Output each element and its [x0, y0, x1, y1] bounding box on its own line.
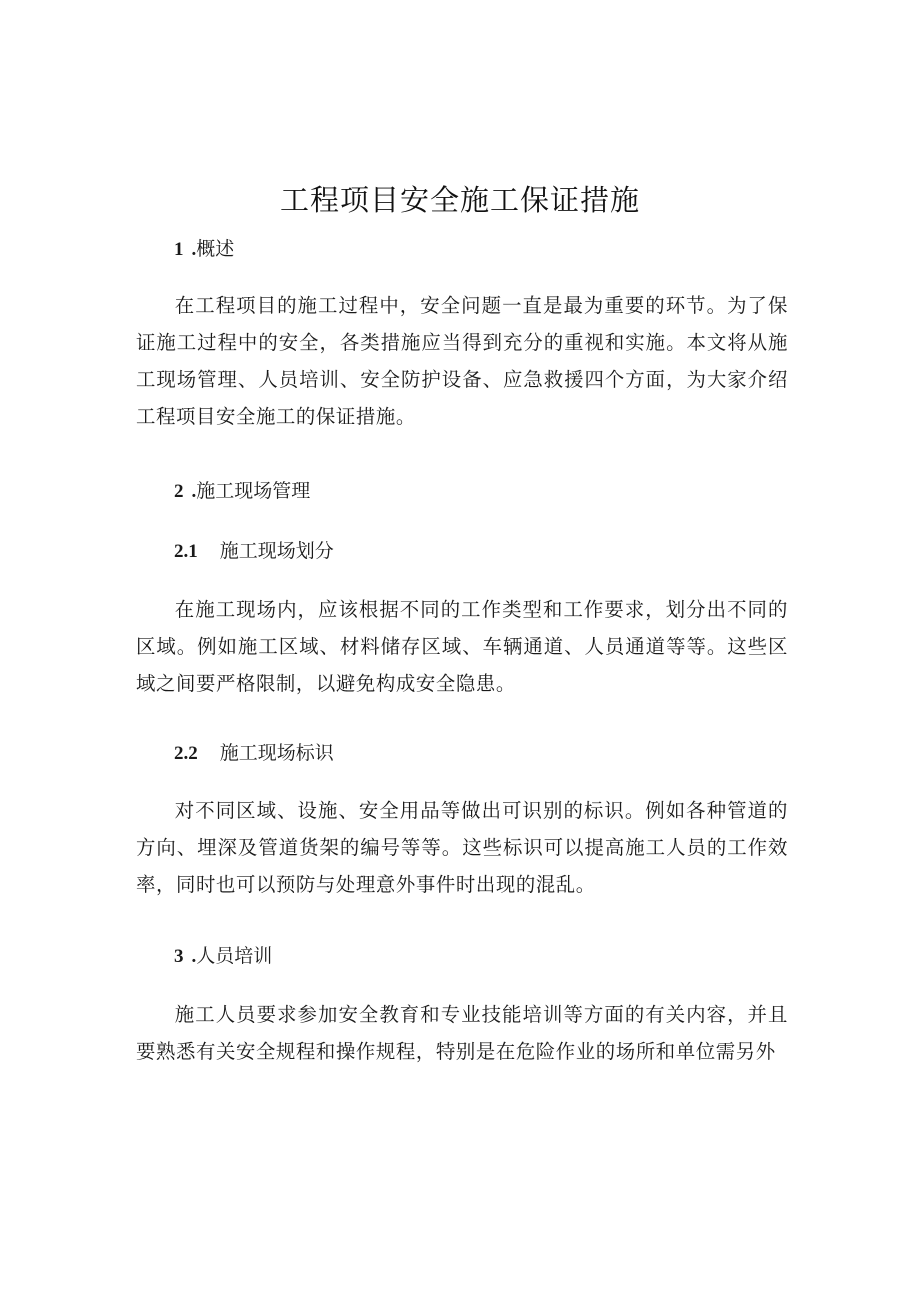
section-title: 施工现场管理 — [196, 480, 311, 502]
document-title: 工程项目安全施工保证措施 — [279, 183, 640, 217]
section-separator: . — [191, 946, 197, 967]
section-number: 3 — [174, 946, 184, 967]
section-separator: . — [191, 481, 197, 502]
paragraph-site-signage: 对不同区域、设施、安全用品等做出可识别的标识。例如各种管道的方向、埋深及管道货架的编号等等。这些标识可以提高施工人员的工作效率，同时也可以预防与处理意外事件时出现的混乱。 — [136, 799, 788, 896]
section-heading-site-division — [174, 539, 334, 564]
section-heading-training — [174, 944, 272, 969]
section-number: 2.2 — [174, 743, 198, 764]
section-separator: . — [191, 239, 197, 260]
section-title: 施工现场标识 — [219, 742, 334, 764]
section-heading-site-management — [174, 479, 310, 504]
section-number: 2 — [174, 481, 184, 502]
paragraph-overview: 在工程项目的施工过程中，安全问题一直是最为重要的环节。为了保证施工过程中的安全，各类措施应当得到充分的重视和实施。本文将从施工现场管理、人员培训、安全防护设备、应急救援四个方面，为大家介绍工程项目安全施工的保证措施。 — [136, 294, 788, 428]
section-heading-overview — [174, 237, 234, 262]
section-heading-site-signage — [174, 741, 334, 766]
paragraph-training: 施工人员要求参加安全教育和专业技能培训等方面的有关内容，并且要熟悉有关安全规程和操作规程，特别是在危险作业的场所和单位需另外 — [136, 1003, 788, 1063]
paragraph-site-division: 在施工现场内，应该根据不同的工作类型和工作要求，划分出不同的区域。例如施工区域、材料储存区域、车辆通道、人员通道等等。这些区域之间要严格限制，以避免构成安全隐患。 — [136, 598, 788, 695]
section-number: 1 — [174, 239, 184, 260]
section-title: 人员培训 — [196, 945, 273, 967]
section-number: 2.1 — [174, 541, 198, 562]
section-title: 施工现场划分 — [219, 540, 334, 562]
section-title: 概述 — [196, 238, 235, 260]
